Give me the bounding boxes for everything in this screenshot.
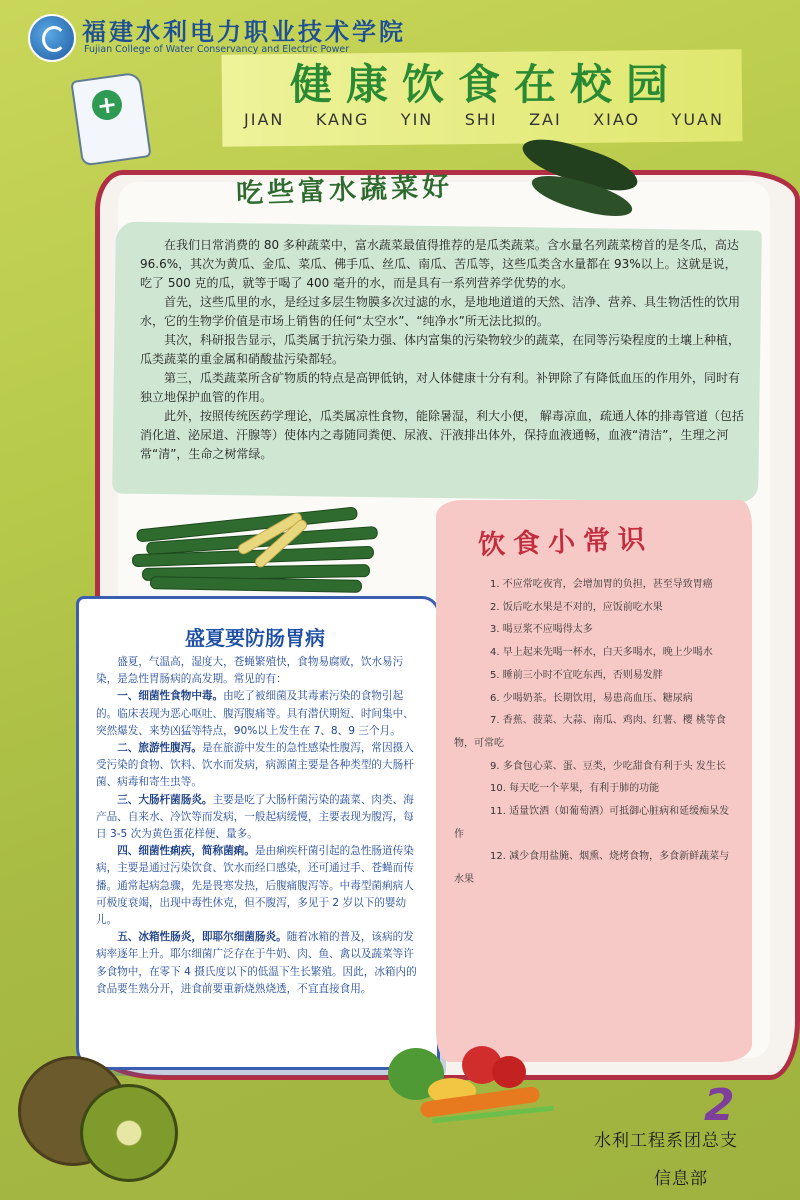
- tip-item: 10. 每天吃一个苹果，有利于肺的功能: [490, 783, 660, 795]
- disease-title: 五、冰箱性肠炎，即耶尔细菌肠炎。: [117, 931, 287, 944]
- pinyin-2: KANG: [315, 110, 370, 129]
- disease-text: 由吃了被细菌及其毒素污染的食物引起的。临床表现为恶心呕吐、腹泻腹痛等。具有潜伏期短、时间集中、突然爆发、来势凶猛等特点，90%以上发生在 7、8、9 三个月。: [96, 690, 414, 737]
- section1-heading: 吃些富水蔬菜好: [235, 171, 454, 210]
- diet-tips-list: [454, 574, 738, 892]
- title-pinyin: [244, 110, 724, 129]
- pinyin-5: ZAI: [529, 110, 562, 129]
- unit-name: 信息部: [654, 1169, 708, 1189]
- disease-item: [96, 843, 418, 929]
- tip-item: 5. 睡前三小时不宜吃东西，否则易发胖: [490, 669, 663, 681]
- section2-heading: 盛夏要防肠胃病: [185, 626, 325, 650]
- disease-item: [96, 792, 418, 844]
- article-paragraph: 此外，按照传统医药学理论，瓜类属凉性食物，能除暑湿，利大小便， 解毒凉血，疏通人体的排毒管道（包括消化道、泌尿道、汗腺等）使体内之毒随同粪便、尿液、汗液排出体外，保持血液通畅，血液“清洁”，生理之河常“清”，生命之树常绿。: [140, 409, 744, 461]
- page-title: 健康饮食在校园: [289, 60, 682, 109]
- disease-item: [96, 688, 418, 740]
- disease-item: [96, 740, 418, 792]
- tip-item: 6. 少喝奶茶。长期饮用，易患高血压、糖尿病: [490, 692, 693, 704]
- disease-text: 是在旅游中发生的急性感染性腹泻，常因摄入受污染的食物、饮料、饮水而发病，病源菌主要是各种类型的大肠杆菌、病毒和寄生虫等。: [96, 742, 414, 789]
- disease-text: 是由痢疾杆菌引起的急性肠道传染病，主要是通过污染饮食、饮水而经口感染，还可通过手、苍蝇而传播。通常起病急骤，先是畏寒发热，后腹痛腹泻等。中毒型菌痢病人可极度衰竭，出现中毒性休克，但不腹泻，多见于 2 岁以下的婴幼儿。: [96, 845, 414, 927]
- pinyin-6: XIAO: [593, 110, 641, 129]
- tip-item: 11. 适量饮酒（如葡萄酒）可抵御心脏病和延缓痴呆发作: [454, 806, 730, 840]
- section2-intro: 盛夏，气温高，湿度大，苍蝇繁殖快，食物易腐败，饮水易污染，是急性胃肠病的高发期。常见的有：: [96, 656, 404, 686]
- tip-item: 1. 不应常吃夜宵，会增加胃的负担，甚至导致胃癌: [490, 579, 713, 590]
- section1-article: [140, 236, 744, 464]
- tip-item: 12. 减少食用盐腌、烟熏、烧烤食物，多食新鲜蔬菜与水果: [454, 851, 730, 886]
- pinyin-7: YUAN: [671, 110, 724, 129]
- tip-item: 7. 香蕉、菠菜、大蒜、南瓜、鸡肉、红薯、樱 桃等食物，可常吃: [454, 715, 726, 749]
- disease-title: 一、细菌性食物中毒。: [117, 690, 224, 703]
- medical-cross-icon: +: [90, 88, 124, 122]
- vegetables-image: [388, 1038, 556, 1122]
- section2-body: [96, 654, 418, 998]
- disease-item: [96, 929, 418, 998]
- pinyin-1: JIAN: [244, 110, 285, 129]
- kiwi-slice-icon: [80, 1084, 178, 1182]
- tip-item: 2. 饭后吃水果是不对的，应饭前吃水果: [490, 601, 663, 613]
- school-name-en: Fujian College of Water Conservancy and Electric Power: [84, 44, 350, 55]
- school-name-cn: 福建水利电力职业技术学院: [82, 17, 406, 46]
- disease-title: 二、旅游性腹泻。: [117, 742, 202, 755]
- disease-text: 主要是吃了大肠杆菌污染的蔬菜、肉类、海产品、自来水、冷饮等而发病，一般起病缓慢，主要表现为腹泻，每日 3-5 次为黄色蛋花样便、量多。: [96, 793, 414, 841]
- article-paragraph: 其次，科研报告显示，瓜类属于抗污染力强、体内富集的污染物较少的蔬菜，在同等污染程度的土壤上种植，瓜类蔬菜的重金属和硝酸盐污染都轻。: [140, 333, 741, 366]
- green-beans-image: [130, 508, 394, 592]
- college-logo-icon: [28, 14, 76, 62]
- disease-title: 三、大肠杆菌肠炎。: [117, 793, 213, 806]
- article-paragraph: 第三，瓜类蔬菜所含矿物质的特点是高钾低钠，对人体健康十分有利。补钾除了有降低血压的作用外，同时有独立地保护血管的作用。: [140, 371, 741, 404]
- tip-item: 4. 早上起来先喝一杯水，白天多喝水，晚上少喝水: [490, 647, 713, 659]
- pinyin-3: YIN: [400, 110, 434, 129]
- pinyin-4: SHI: [464, 110, 498, 129]
- article-paragraph: 在我们日常消费的 80 多种蔬菜中，富水蔬菜最值得推荐的是瓜类蔬菜。含水量名列蔬菜榜首的是冬瓜，高达 96.6%，其次为黄瓜、金瓜、菜瓜、佛手瓜、丝瓜、南瓜、苦瓜等，这些瓜类含水量都在 93%以上。这就是说，吃了 500 克的瓜，就等于喝了 400 毫升的水，而是具有一系列营养学优势的水。: [140, 238, 739, 290]
- page-number: 2: [704, 1080, 735, 1131]
- tip-item: 3. 喝豆浆不应喝得太多: [490, 624, 593, 636]
- disease-text: 随着冰箱的普及，该病的发病率逐年上升。耶尔细菌广泛存在于牛奶、肉、鱼、禽以及蔬菜等许多食物中，在零下 4 摄氏度以下的低温下生长繁殖。因此，冰箱内的食品要生熟分开，进食前要重新烧熟烧透，不宜直接食用。: [96, 931, 417, 995]
- disease-title: 四、细菌性痢疾，简称菌痢。: [117, 845, 255, 858]
- tip-item: 9. 多食包心菜、蛋、豆类，少吃甜食有利于头 发生长: [490, 760, 726, 772]
- department-name: 水利工程系团总支: [594, 1131, 738, 1151]
- section3-heading: 饮食小常识: [477, 523, 654, 562]
- article-paragraph: 首先，这些瓜里的水，是经过多层生物膜多次过滤的水，是地地道道的天然、洁净、营养、具生物活性的饮用水，它的生物学价值是市场上销售的任何“太空水”、“纯净水”所无法比拟的。: [140, 295, 741, 328]
